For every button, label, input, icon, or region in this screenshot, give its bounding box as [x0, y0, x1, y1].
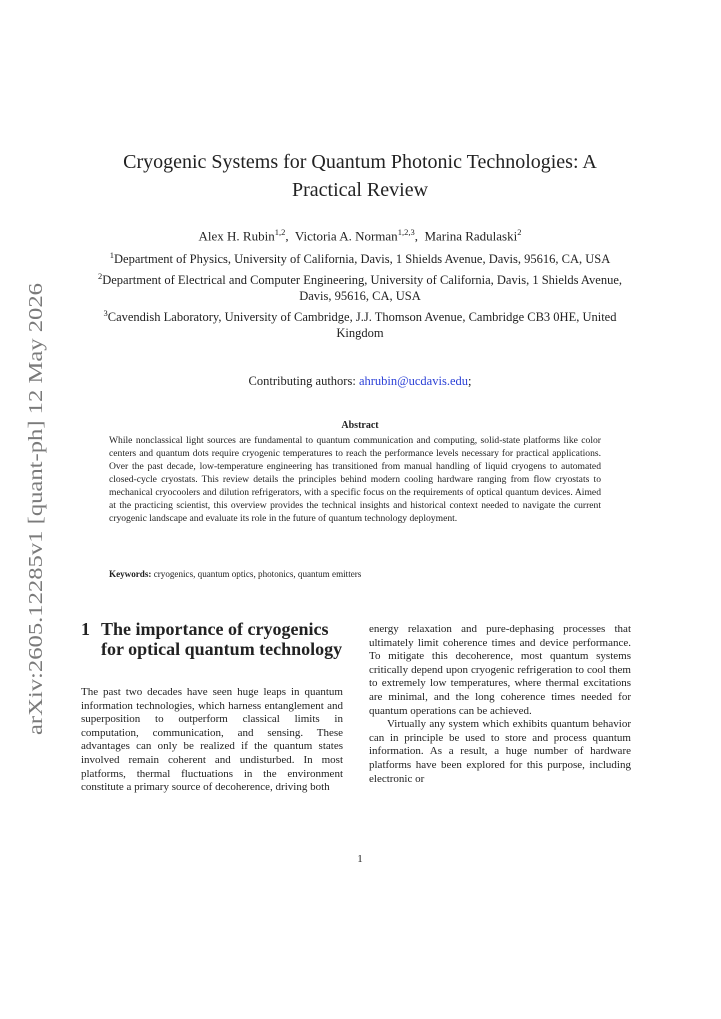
author-name: Marina Radulaski: [424, 228, 518, 244]
title-line-1: Cryogenic Systems for Quantum Photonic Technologies: A: [123, 151, 597, 173]
keywords-text: cryogenics, quantum optics, photonics, quantum emitters: [153, 569, 362, 579]
affiliation: [95, 247, 625, 267]
abstract-heading: Abstract: [341, 420, 379, 431]
author-affiliation-mark: 1,2: [274, 227, 286, 237]
affiliation: [95, 305, 625, 341]
affiliation-number: 2: [97, 271, 103, 282]
arxiv-sidebar-stamp: [14, 280, 54, 740]
keywords-line: [109, 569, 601, 579]
affiliation-list: [95, 247, 625, 342]
left-column: [81, 686, 343, 795]
affiliation-text: Cavendish Laboratory, University of Cambridge, J.J. Thomson Avenue, Cambridge CB3 0HE, United Kingdom: [107, 310, 617, 341]
section-title: The importance of cryogenics for optical quantum technology: [101, 619, 343, 659]
affiliation-text: Department of Electrical and Computer Engineering, University of California, Davis, 1 Shields Avenue, Davis, 95616, CA, USA: [102, 273, 623, 304]
author-affiliation-mark: 2: [517, 227, 522, 237]
affiliation-text: Department of Physics, University of California, Davis, 1 Shields Avenue, Davis, 95616, CA, USA: [114, 252, 611, 267]
author-name: Alex H. Rubin: [198, 228, 275, 244]
contributing-authors: [80, 374, 640, 389]
affiliation-number: 1: [109, 250, 114, 260]
keywords-label: Keywords:: [109, 569, 152, 579]
paper-title: [80, 148, 640, 204]
author-name: Victoria A. Norman: [294, 228, 398, 244]
right-column: [369, 623, 631, 786]
section-heading: [81, 619, 343, 659]
arxiv-id-text: arXiv:2605.12285v1 [quant-ph] 12 May 2026: [25, 358, 47, 735]
author-list: Alex H. Rubin$^{1,2}$, Victoria A. Norman$^{1,2,3}$, Marina Radulaski$^2$: [198, 227, 522, 244]
section-number: 1: [81, 619, 90, 639]
affiliation: [95, 268, 625, 304]
contributing-suffix: ;: [468, 374, 472, 388]
body-paragraph: energy relaxation and pure-dephasing processes that ultimately limit coherence times and device performance. To mitigate this decoherence, most quantum systems critically depend upon cryogenic refrigeration to cool them to extremely low temperatures, where thermal excitations are minimal, and the long coherence times needed for quantum operations can be achieved.: [369, 623, 631, 717]
affiliation-number: 3: [103, 308, 108, 319]
arxiv-stamp-svg: [14, 280, 54, 740]
title-line-2: Practical Review: [291, 179, 429, 201]
contact-email-link[interactable]: ahrubin@ucdavis.edu: [358, 374, 468, 388]
author-affiliation-mark: 1,2,3: [397, 227, 415, 237]
abstract-text: While nonclassical light sources are fundamental to quantum communication and computing, solid-state platforms like color centers and quantum dots require cryogenic temperatures to reach the performance levels necessary for practical applications. Over the past decade, low-temperature engineering has transitioned from manual handling of liquid cryogens to automated closed-cycle cryostats. This review details the principles behind modern cooling hardware ranging from flow cryostats to mechanical cryocoolers and dilution refrigerators, with a specific focus on the requirements of optical quantum devices. Aimed at the practicing scientist, this overview provides the technical insights and historical context needed to navigate the current cryogenic landscape and evaluate its role in the future of quantum technology deployment.: [109, 435, 601, 524]
body-paragraph: The past two decades have seen huge leaps in quantum information technologies, which harness entanglement and superposition to outperform classical limits in computation, communication, and sensing. These advantages can only be realized if the quantum states involved remain coherent and undisturbed. In most platforms, thermal fluctuations in the environment constitute a primary source of decoherence, driving both: [81, 686, 343, 794]
page-number: 1: [357, 853, 363, 865]
contributing-label: Contributing authors:: [248, 374, 356, 388]
body-paragraph: Virtually any system which exhibits quantum behavior can in principle be used to store and process quantum information. As a result, a huge number of hardware platforms have been explored for this purpose, including electronic or: [369, 718, 631, 785]
